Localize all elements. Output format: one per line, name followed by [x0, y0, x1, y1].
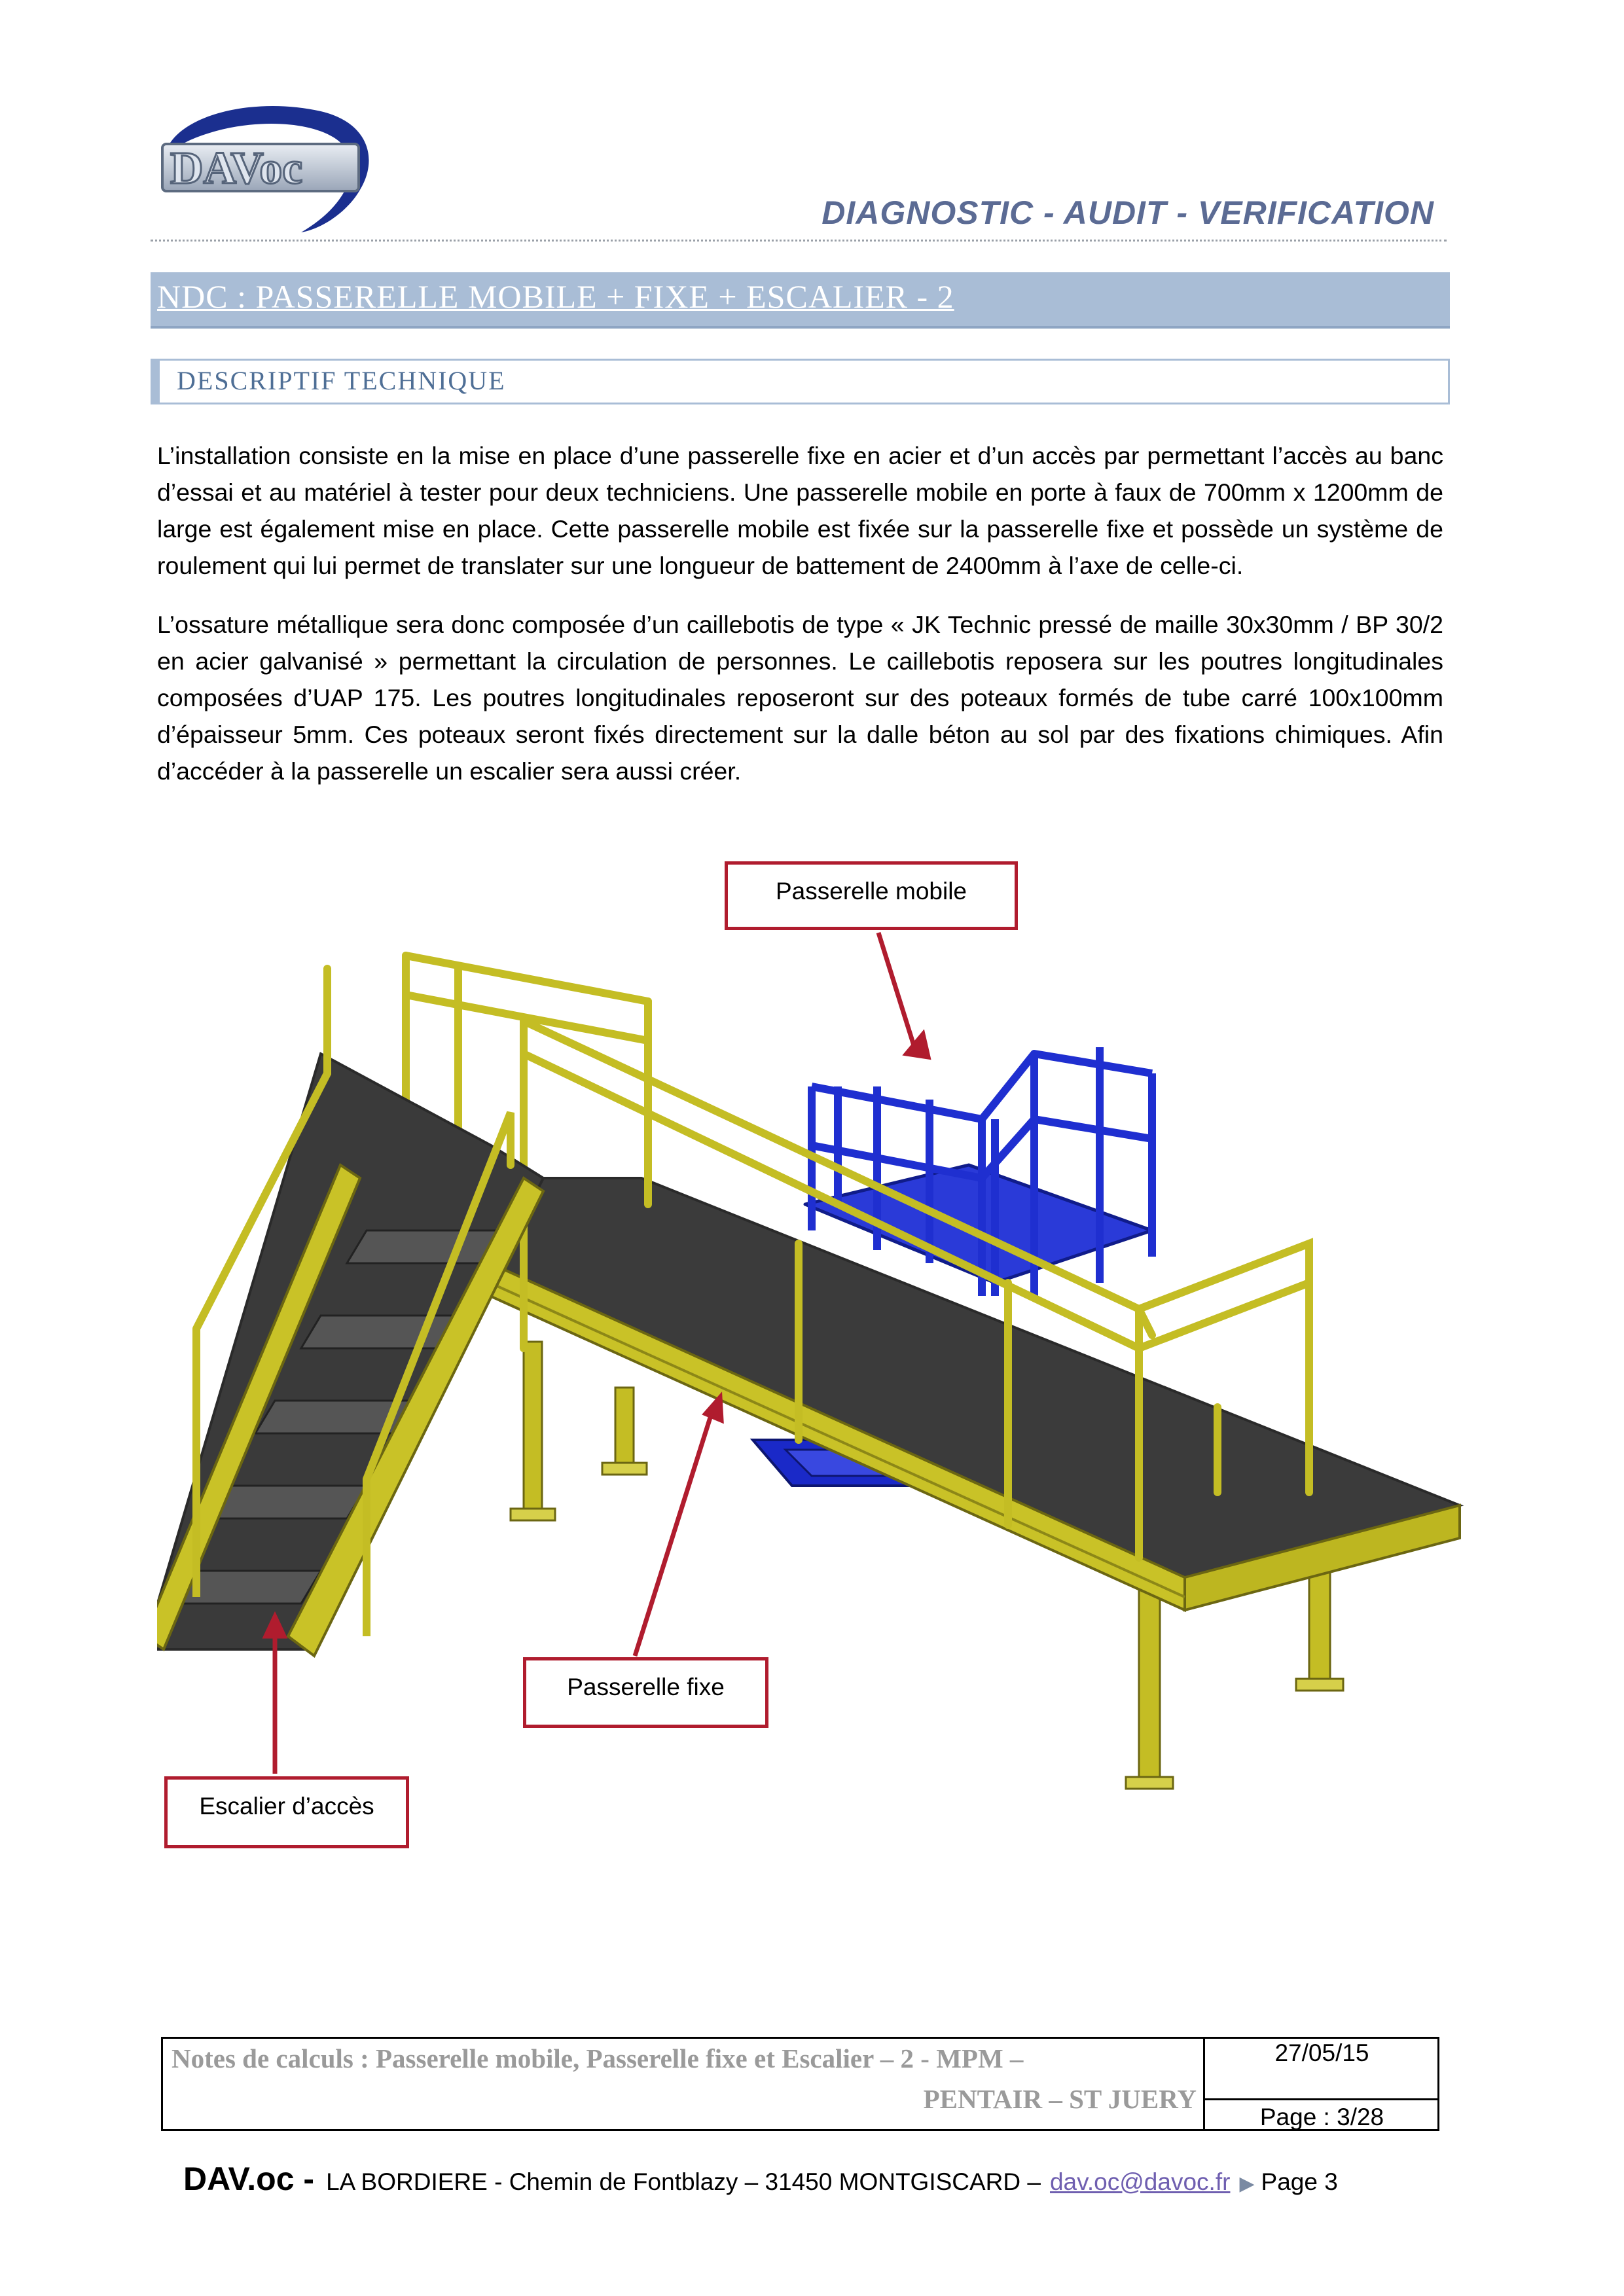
platform-drawing — [157, 838, 1506, 1885]
header-divider — [151, 240, 1447, 242]
email-link[interactable]: dav.oc@davoc.fr — [1049, 2168, 1231, 2195]
paragraph-installation: L’installation consiste en la mise en place d’une passerelle fixe en acier et d’un accès par permettant l’accès au banc d’essai et au matériel à tester pour deux techniciens. Une passerelle mobile en porte à faux de 700mm x 1200mm de large est également mise en place. Cette passerelle mobile est fixée sur la passerelle fixe et possède un système de roulement qui lui permet de translater sur une longueur de battement de 2400mm à l’axe de celle-ci. — [157, 442, 1443, 579]
section-title: DESCRIPTIF TECHNIQUE — [177, 366, 506, 395]
page-label: Page 3 — [1261, 2168, 1338, 2195]
footer-divider-horizontal — [1203, 2098, 1439, 2100]
section-accent — [151, 359, 160, 404]
footer-page-count: Page : 3/28 — [1259, 2104, 1384, 2130]
footer-notes — [171, 2038, 1197, 2119]
footer-notes-line1: Notes de calculs : Passerelle mobile, Passerelle fixe et Escalier – 2 - MPM – — [171, 2043, 1024, 2073]
stair — [157, 969, 543, 1656]
header-tagline: DIAGNOSTIC - AUDIT - VERIFICATION — [821, 194, 1434, 231]
triangle-right-icon: ▶ — [1239, 2173, 1255, 2195]
callout-passerelle-mobile: Passerelle mobile — [725, 861, 1018, 930]
company-address: LA BORDIERE - Chemin de Fontblazy – 31450 MONTGISCARD – — [326, 2168, 1041, 2195]
callout-passerelle-fixe: Passerelle fixe — [523, 1657, 768, 1728]
callout-escalier: Escalier d’accès — [164, 1776, 409, 1848]
footer-notes-line2: PENTAIR – ST JUERY — [923, 2084, 1197, 2114]
footer-date: 27/05/15 — [1274, 2039, 1369, 2066]
logo-lettering: DAVoc — [170, 143, 303, 194]
paragraph-ossature: L’ossature métallique sera donc composée d’un caillebotis de type « JK Technic pressé de maille 30x30mm / BP 30/2 en acier galvanisé » permettant la circulation de personnes. Le caillebotis reposera sur les poutres longitudinales composées d’UAP 175. Les poutres longitudinales reposeront sur des poteaux formés de tube carré 100x100mm d’épaisseur 5mm. Ces poteaux seront fixés directement sur la dalle béton au sol par des fixations chimiques. Afin d’accéder à la passerelle un escalier sera aussi créer. — [157, 611, 1443, 785]
company-footer — [183, 2160, 1338, 2198]
davoc-logo — [151, 92, 386, 236]
page-title: NDC : PASSERELLE MOBILE + FIXE + ESCALIER - 2 — [157, 278, 954, 315]
company-name: DAV.oc - — [183, 2161, 315, 2197]
mobile-platform — [805, 1047, 1152, 1296]
